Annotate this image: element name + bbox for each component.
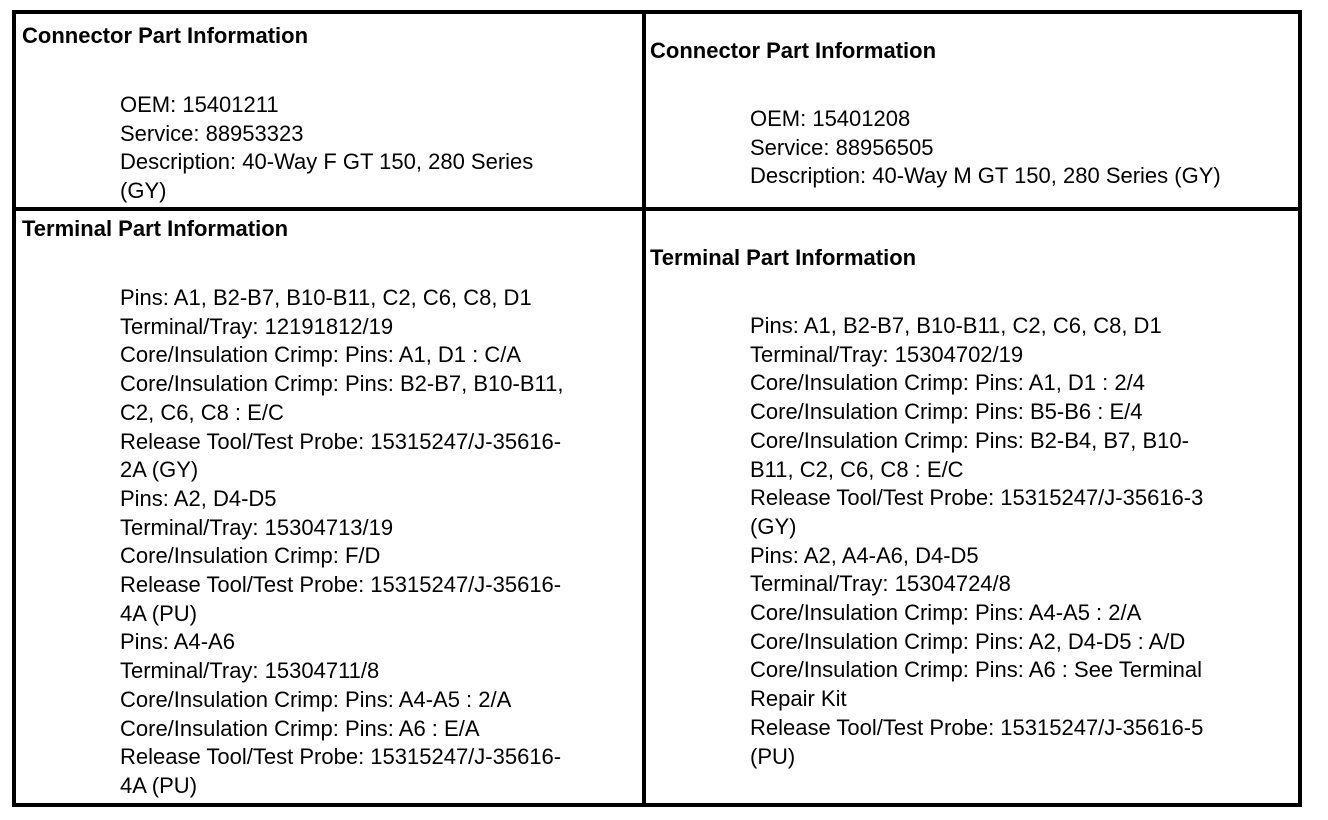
connector-heading-left: Connector Part Information <box>22 23 309 48</box>
terminal-heading-right: Terminal Part Information <box>650 245 917 270</box>
connector-info-cell-right <box>646 14 1298 207</box>
terminal-details-left: Pins: A1, B2-B7, B10-B11, C2, C6, C8, D1 Terminal/Tray: 12191812/19 Core/Insulation Crimp: Pins: A1, D1 : C/A Core/Insulation Crimp: Pins: B2-B7, B10-B11, C2, C6, C8 : E/C Release Tool/Test Probe: 15315247/J-35616- 2A (GY) Pins: A2, D4-D5 Terminal/Tray: 15304713/19 Core/Insulation Crimp: F/D Release Tool/Test Probe: 15315247/J-35616- 4A (PU) Pins: A4-A6 Terminal/Tray: 15304711/8 Core/Insulation Crimp: Pins: A4-A5 : 2/A Core/Insulation Crimp: Pins: A6 : E/A Release Tool/Test Probe: 15315247/J-35616- 4A (PU) <box>120 285 564 798</box>
terminal-info-cell-right <box>646 211 1298 803</box>
terminal-heading-left: Terminal Part Information <box>22 216 289 241</box>
connector-heading-right: Connector Part Information <box>650 38 937 63</box>
connector-info-cell-left <box>16 14 642 207</box>
terminal-info-cell-left <box>16 211 642 803</box>
connector-details-right: OEM: 15401208 Service: 88956505 Description: 40-Way M GT 150, 280 Series (GY) <box>750 106 1221 189</box>
terminal-details-right: Pins: A1, B2-B7, B10-B11, C2, C6, C8, D1 Terminal/Tray: 15304702/19 Core/Insulation Crimp: Pins: A1, D1 : 2/4 Core/Insulation Crimp: Pins: B5-B6 : E/4 Core/Insulation Crimp: Pins: B2-B4, B7, B10- B11, C2, C6, C8 : E/C Release Tool/Test Probe: 15315247/J-35616-3 (GY) Pins: A2, A4-A6, D4-D5 Terminal/Tray: 15304724/8 Core/Insulation Crimp: Pins: A4-A5 : 2/A Core/Insulation Crimp: Pins: A2, D4-D5 : A/D Core/Insulation Crimp: Pins: A6 : See Terminal Repair Kit Release Tool/Test Probe: 15315247/J-35616-5 (PU) <box>750 313 1204 769</box>
connector-details-left: OEM: 15401211 Service: 88953323 Description: 40-Way F GT 150, 280 Series (GY) <box>120 92 534 204</box>
part-info-table <box>12 10 1302 807</box>
